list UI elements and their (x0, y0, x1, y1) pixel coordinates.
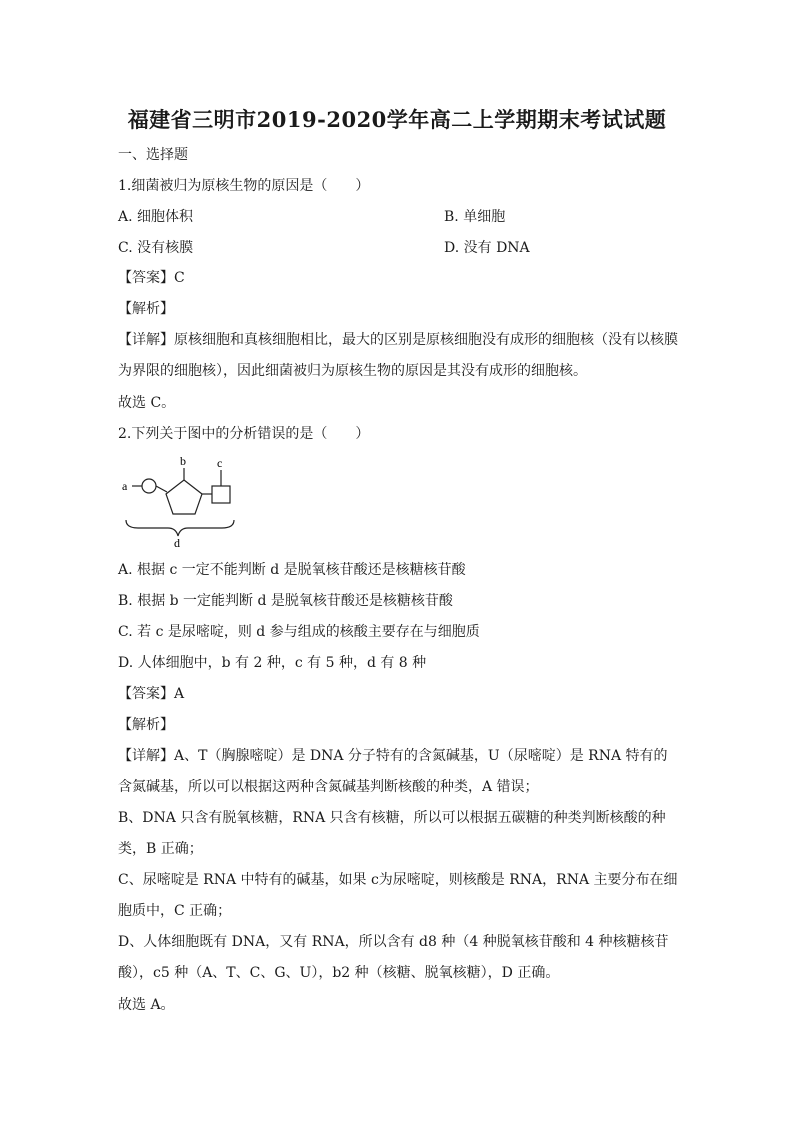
label-b: b (180, 456, 186, 468)
q2-option-a: A. 根据 c 一定不能判断 d 是脱氧核苷酸还是核糖核苷酸 (118, 562, 466, 578)
q1-analysis-label: 【解析】 (118, 301, 174, 317)
q1-stem: 1.细菌被归为原核生物的原因是（ ） (118, 178, 370, 194)
q2-detail-a: 【详解】A、T（胸腺嘧啶）是 DNA 分子特有的含氮碱基，U（尿嘧啶）是 RNA 特有的含氮碱基，所以可以根据这两种含氮碱基判断核酸的种类，A 错误； (118, 748, 668, 795)
nucleotide-diagram (118, 456, 248, 548)
q1-detail: 【详解】原核细胞和真核细胞相比，最大的区别是原核细胞没有成形的细胞核（没有以核膜为界限的细胞核），因此细菌被归为原核生物的原因是其没有成形的细胞核。 (118, 332, 678, 379)
brace (126, 520, 234, 536)
document-title: 福建省三明市2019-2020学年高二上学期期末考试试题 (127, 107, 667, 132)
q1-option-b: B. 单细胞 (444, 209, 506, 225)
q1-conclusion: 故选 C。 (118, 395, 176, 411)
phosphate-circle (142, 479, 156, 493)
base-square (212, 486, 230, 503)
label-a: a (122, 479, 128, 493)
q2-answer: 【答案】A (118, 686, 185, 702)
q2-detail-b: B、DNA 只含有脱氧核糖，RNA 只含有核糖，所以可以根据五碳糖的种类判断核酸的种类，B 正确； (118, 810, 666, 857)
section-heading: 一、选择题 (118, 147, 188, 163)
q1-answer: 【答案】C (118, 270, 185, 286)
q2-option-c: C. 若 c 是尿嘧啶，则 d 参与组成的核酸主要存在与细胞质 (118, 624, 480, 640)
q2-option-b: B. 根据 b 一定能判断 d 是脱氧核苷酸还是核糖核苷酸 (118, 593, 453, 609)
label-c: c (217, 456, 223, 470)
q2-option-d: D. 人体细胞中，b 有 2 种，c 有 5 种，d 有 8 种 (118, 655, 427, 671)
label-d: d (174, 536, 180, 548)
q2-conclusion: 故选 A。 (118, 997, 175, 1013)
q2-detail-d: D、人体细胞既有 DNA，又有 RNA，所以含有 d8 种（4 种脱氧核苷酸和 4 种核糖核苷酸），c5 种（A、T、C、G、U），b2 种（核糖、脱氧核糖），D 正确。 (118, 934, 669, 981)
q2-analysis-label: 【解析】 (118, 717, 174, 733)
q1-option-c: C. 没有核膜 (118, 240, 194, 256)
q2-detail-c: C、尿嘧啶是 RNA 中特有的碱基，如果 c为尿嘧啶，则核酸是 RNA，RNA 主要分布在细胞质中，C 正确； (118, 872, 678, 919)
q1-option-d: D. 没有 DNA (444, 240, 530, 256)
pentose-pentagon (166, 480, 202, 514)
q1-option-a: A. 细胞体积 (118, 209, 194, 225)
q2-stem: 2.下列关于图中的分析错误的是（ ） (118, 426, 370, 442)
